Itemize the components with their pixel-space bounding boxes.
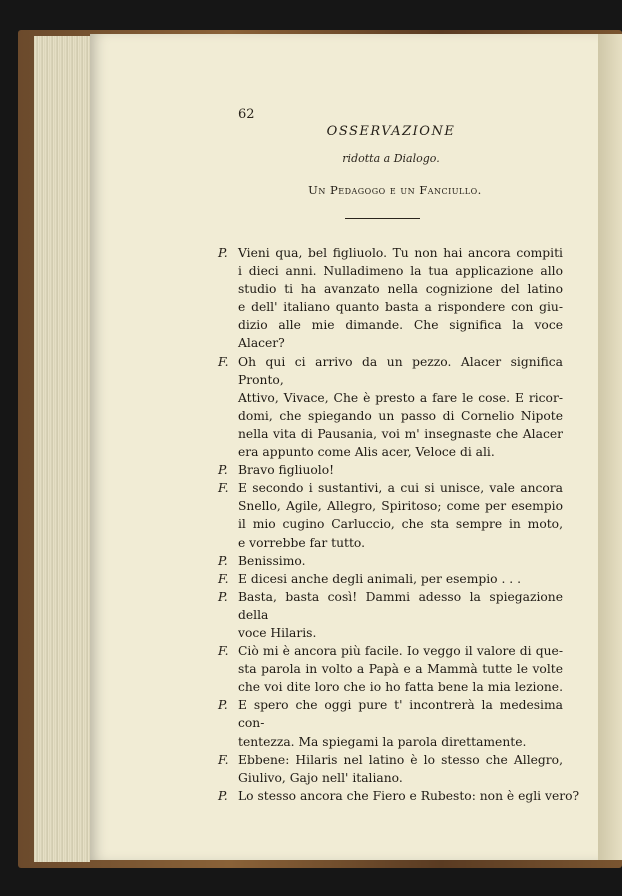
dialogue-line: Attivo, Vivace, Che è presto a fare le cose. E ricor- [238, 390, 563, 405]
dialogue-turn [218, 479, 563, 551]
dialogue-line: Basta, basta così! Dammi adesso la spiegazione della [238, 589, 563, 622]
speaker-label: P. [218, 246, 228, 260]
dialogue-line: nella vita di Pausania, voi m' insegnaste che Alacer [238, 426, 563, 441]
dialogue-line: e vorrebbe far tutto. [238, 535, 366, 550]
dialogue-line: Ciò mi è ancora più facile. Io veggo il valore di que- [238, 644, 563, 659]
dialogue-line: domi, che spiegando un passo di Cornelio Nipote [238, 408, 563, 423]
dialogue-text [218, 244, 580, 805]
dialogue-line: era appunto come Alis acer, Veloce di ali. [238, 445, 495, 460]
dialogue-turn [218, 244, 563, 353]
dialogue-turn [218, 461, 563, 479]
speaker-label: F. [218, 481, 229, 496]
speaker-label: P. [218, 553, 228, 568]
speaker-label: F. [218, 644, 229, 659]
page-edges [34, 36, 90, 862]
dialogue-line: Benissimo. [238, 553, 306, 568]
speaker-label: F. [218, 354, 229, 369]
dialogue-line: Bravo figliuolo! [238, 463, 335, 478]
dialogue-line: il mio cugino Carluccio, che sta sempre in moto, [238, 517, 563, 532]
page-title: OSSERVAZIONE [326, 124, 456, 139]
dialogue-turn [218, 353, 563, 462]
dialogue-line: dizio alle mie dimande. Che significa la voce Alacer? [238, 318, 563, 351]
dialogue-line: Vieni qua, bel figliuolo. Tu non hai ancora compiti [238, 246, 563, 260]
dialogue-line: E secondo i sustantivi, a cui si unisce, vale ancora [238, 481, 563, 496]
speaker-label: F. [218, 752, 229, 767]
speaker-label: P. [218, 463, 228, 478]
page-number: 62 [238, 107, 255, 122]
dialogue-turn [218, 642, 563, 696]
dialogue-turn [218, 570, 563, 588]
dialogue-line: Lo stesso ancora che Fiero e Rubesto: non è egli vero? [238, 788, 580, 803]
dialogue-line: Giulivo, Gajo nell' italiano. [238, 770, 403, 785]
speaker-label: P. [218, 698, 228, 713]
dialogue-line: che voi dite loro che io ho fatta bene la mia lezione. [238, 680, 563, 695]
dialogue-turn [218, 552, 563, 570]
page-subtitle: ridotta a Dialogo. [342, 152, 440, 165]
speaker-label: P. [218, 589, 228, 604]
dialogue-turn [218, 588, 563, 642]
section-heading: Un Pedagogo e un Fanciullo. [308, 183, 482, 197]
dialogue-turn [218, 696, 563, 750]
facing-page-edge [598, 34, 622, 860]
dialogue-line: Snello, Agile, Allegro, Spiritoso; come per esempio [238, 499, 563, 514]
speaker-label: P. [218, 788, 228, 803]
dialogue-line: sta parola in volto a Papà e a Mammà tutte le volte [238, 662, 563, 677]
dialogue-turn [218, 751, 563, 787]
dialogue-line: i dieci anni. Nulladimeno la tua applicazione allo [238, 264, 563, 279]
dialogue-line: Oh qui ci arrivo da un pezzo. Alacer significa Pronto, [238, 354, 563, 387]
dialogue-line: e dell' italiano quanto basta a rispondere con giu- [238, 300, 563, 315]
dialogue-line: voce Hilaris. [238, 625, 317, 640]
dialogue-line: E spero che oggi pure t' incontrerà la medesima con- [238, 698, 563, 731]
dialogue-line: E dicesi anche degli animali, per esempio . . . [238, 571, 522, 586]
divider-rule [345, 218, 420, 219]
dialogue-line: studio ti ha avanzato nella cognizione del latino [238, 282, 563, 297]
dialogue-turn [218, 787, 580, 805]
speaker-label: F. [218, 571, 229, 586]
dialogue-line: tentezza. Ma spiegami la parola direttamente. [238, 734, 527, 749]
dialogue-line: Ebbene: Hilaris nel latino è lo stesso che Allegro, [238, 752, 563, 767]
